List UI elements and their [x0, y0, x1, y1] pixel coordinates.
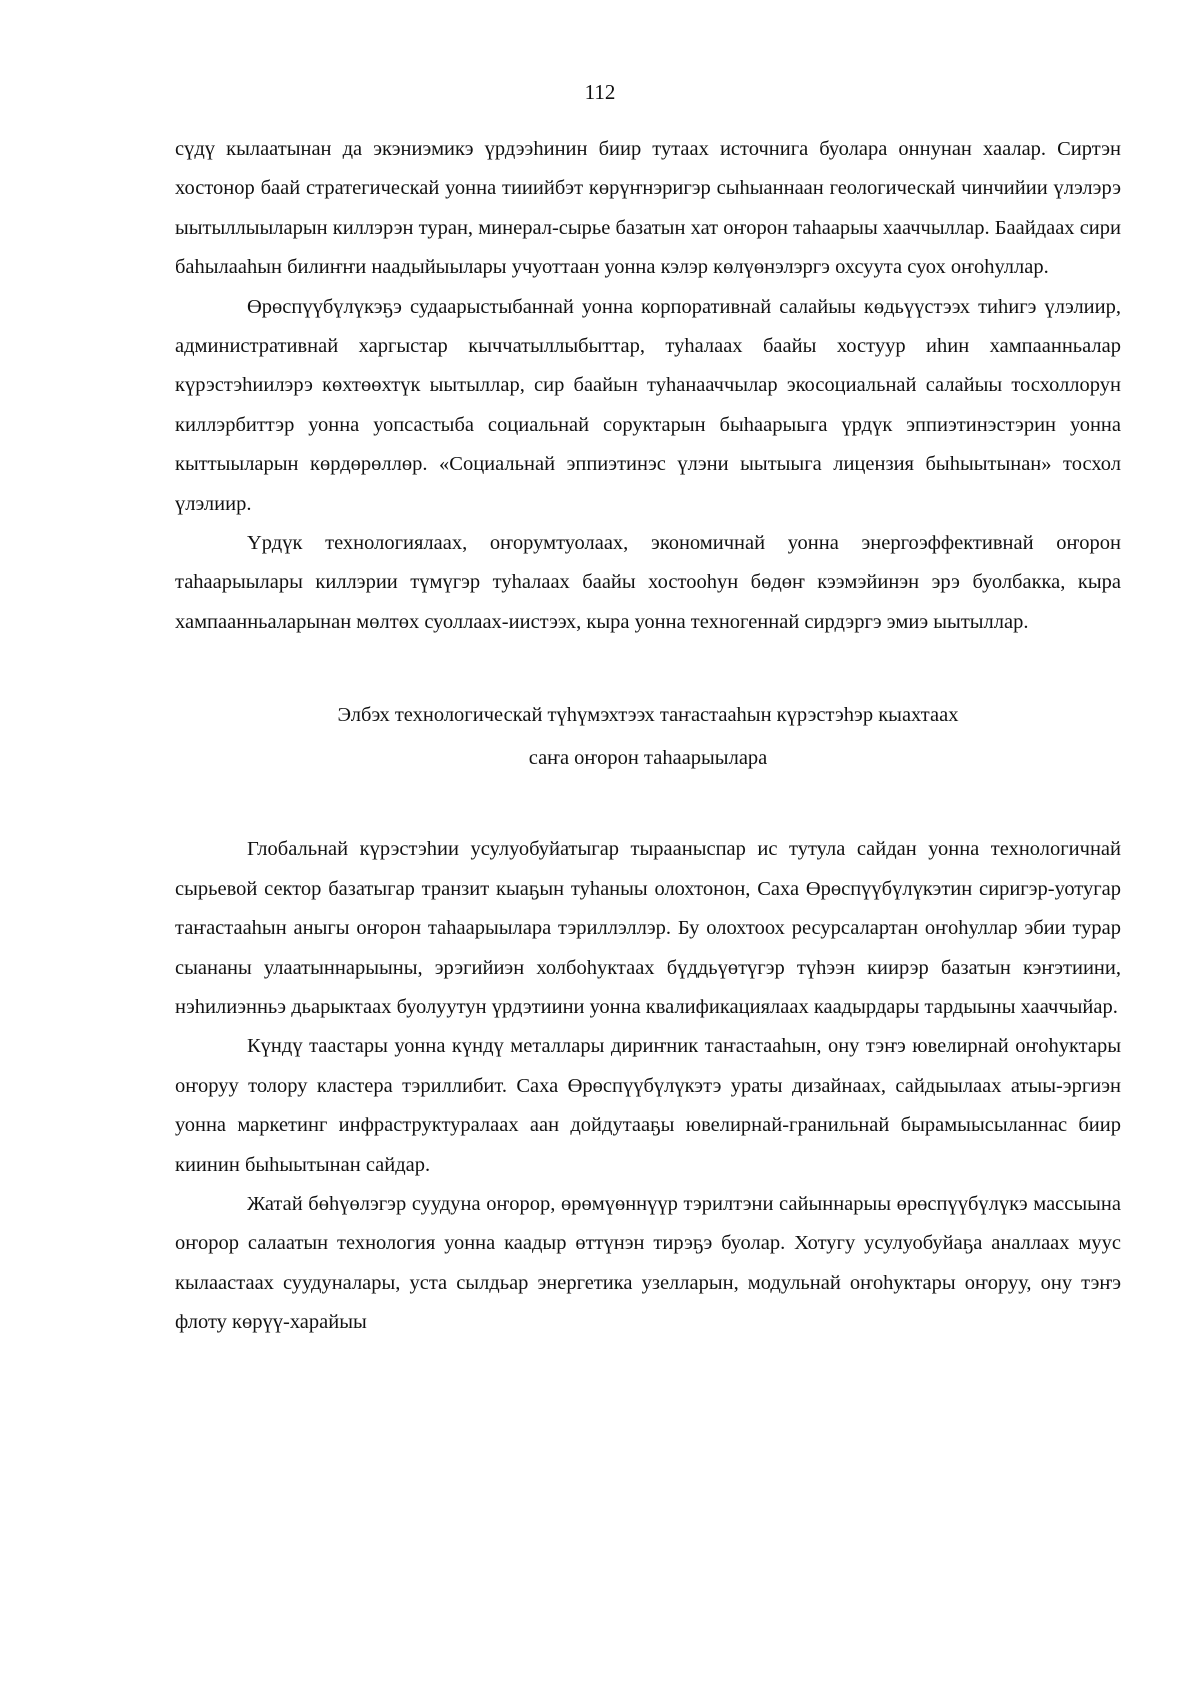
- paragraph-5: Күндү таастары уонна күндү металлары дириҥник таҥастааһын, ону тэҥэ ювелирнай оҥоһуктары оҥоруу толору кластера тэриллибит. Саха Өрөспүүбүлүкэтэ ураты дизайнаах, сайдыылаах атыы-эргиэн уонна маркетинг инфраструктуралаах аан дойдутааҕы ювелирнай-гранильнай бырамыысыланнас биир киинин быһыытынан сайдар.: [175, 1035, 1121, 1176]
- paragraph-3: Үрдүк технологиялаах, оҥорумтуолаах, экономичнай уонна энергоэффективнай оҥорон таһаарыылары киллэрии түмүгэр туһалаах баайы хостооһун бөдөҥ кээмэйинэн эрэ буолбакка, кыра хампаанньаларынан мөлтөх суоллаах-иистээх, кыра уонна техногеннай сирдэргэ эмиэ ыытыллар.: [175, 532, 1121, 633]
- paragraph-2: Өрөспүүбүлүкэҕэ судаарыстыбаннай уонна корпоративнай салайыы көдьүүстээх тиһигэ үлэлиир, административнай харгыстар кыччатыллыбыттар, туһалаах баайы хостуур иһин хампаанньалар күрэстэһиилэрэ көхтөөхтүк ыытыллар, сир баайын туһанааччылар экосоциальнай салайыы тосхоллорун киллэрбиттэр уонна уопсастыба социальнай соруктарын быһаарыыга үрдүк эппиэтинэстэрин уонна кыттыыларын көрдөрөллөр. «Социальнай эппиэтинэс үлэни ыытыыга лицензия быһыытынан» тосхол үлэлиир.: [175, 295, 1121, 515]
- section-heading: [175, 694, 1121, 780]
- section-heading-line-2: саҥа оҥорон таһаарыылара: [528, 747, 768, 770]
- page-number: 112: [584, 80, 616, 104]
- paragraph-4: Глобальнай күрэстэһии усулуобуйатыгар тырааныспар ис тутула сайдан уонна технологичнай сырьевой сектор базатыгар транзит кыаҕын туһаныы олохтонон, Саха Өрөспүүбүлүкэтин сиригэр-уотугар таҥастааһын аныгы оҥорон таһаарыылара тэриллэллэр. Бу олохтоох ресурсалартан оҥоһуллар эбии турар сыананы улаатыннарыыны, эрэгийиэн холбоһуктаах бүддьүөтүгэр түһээн киирэр базатын кэҥэтиини, нэһилиэнньэ дьарыктаах буолуутун үрдэтиини уонна квалификациялаах каадырдары тардыыны хааччыйар.: [175, 838, 1121, 1018]
- page-body: [175, 130, 1121, 1343]
- paragraph-1: сүдү кылаатынан да экэниэмикэ үрдээһинин биир тутаах источнига буолара оннунан хаалар. Сиртэн хостонор баай стратегическай уонна тииийбэт көрүҥнэригэр сыһыаннаан геологическай чинчийии үлэлэрэ ыытыллыыларын киллэрэн туран, минерал-сырье базатын хат оҥорон таһаарыы хааччыллар. Баайдаах сири баһылааһын билиҥҥи наадыйыылары учуоттаан уонна кэлэр көлүөнэлэргэ охсуута суох оҥоһуллар.: [175, 138, 1121, 279]
- section-heading-line-1: Элбэх технологическай түһүмэхтээх таҥастааһын күрэстэһэр кыахтаах: [337, 704, 959, 727]
- paragraph-6: Жатай бөһүөлэгэр суудуна оҥорор, өрөмүөннүүр тэрилтэни сайыннарыы өрөспүүбүлүкэ массыына оҥорор салаатын технология уонна каадыр өттүнэн тирэҕэ буолар. Хотугу усулуобуйаҕа аналлаах муус кылаастаах суудуналары, уста сылдьар энергетика узелларын, модульнай оҥоһуктары оҥоруу, ону тэҥэ флоту көрүү-харайыы: [175, 1192, 1121, 1334]
